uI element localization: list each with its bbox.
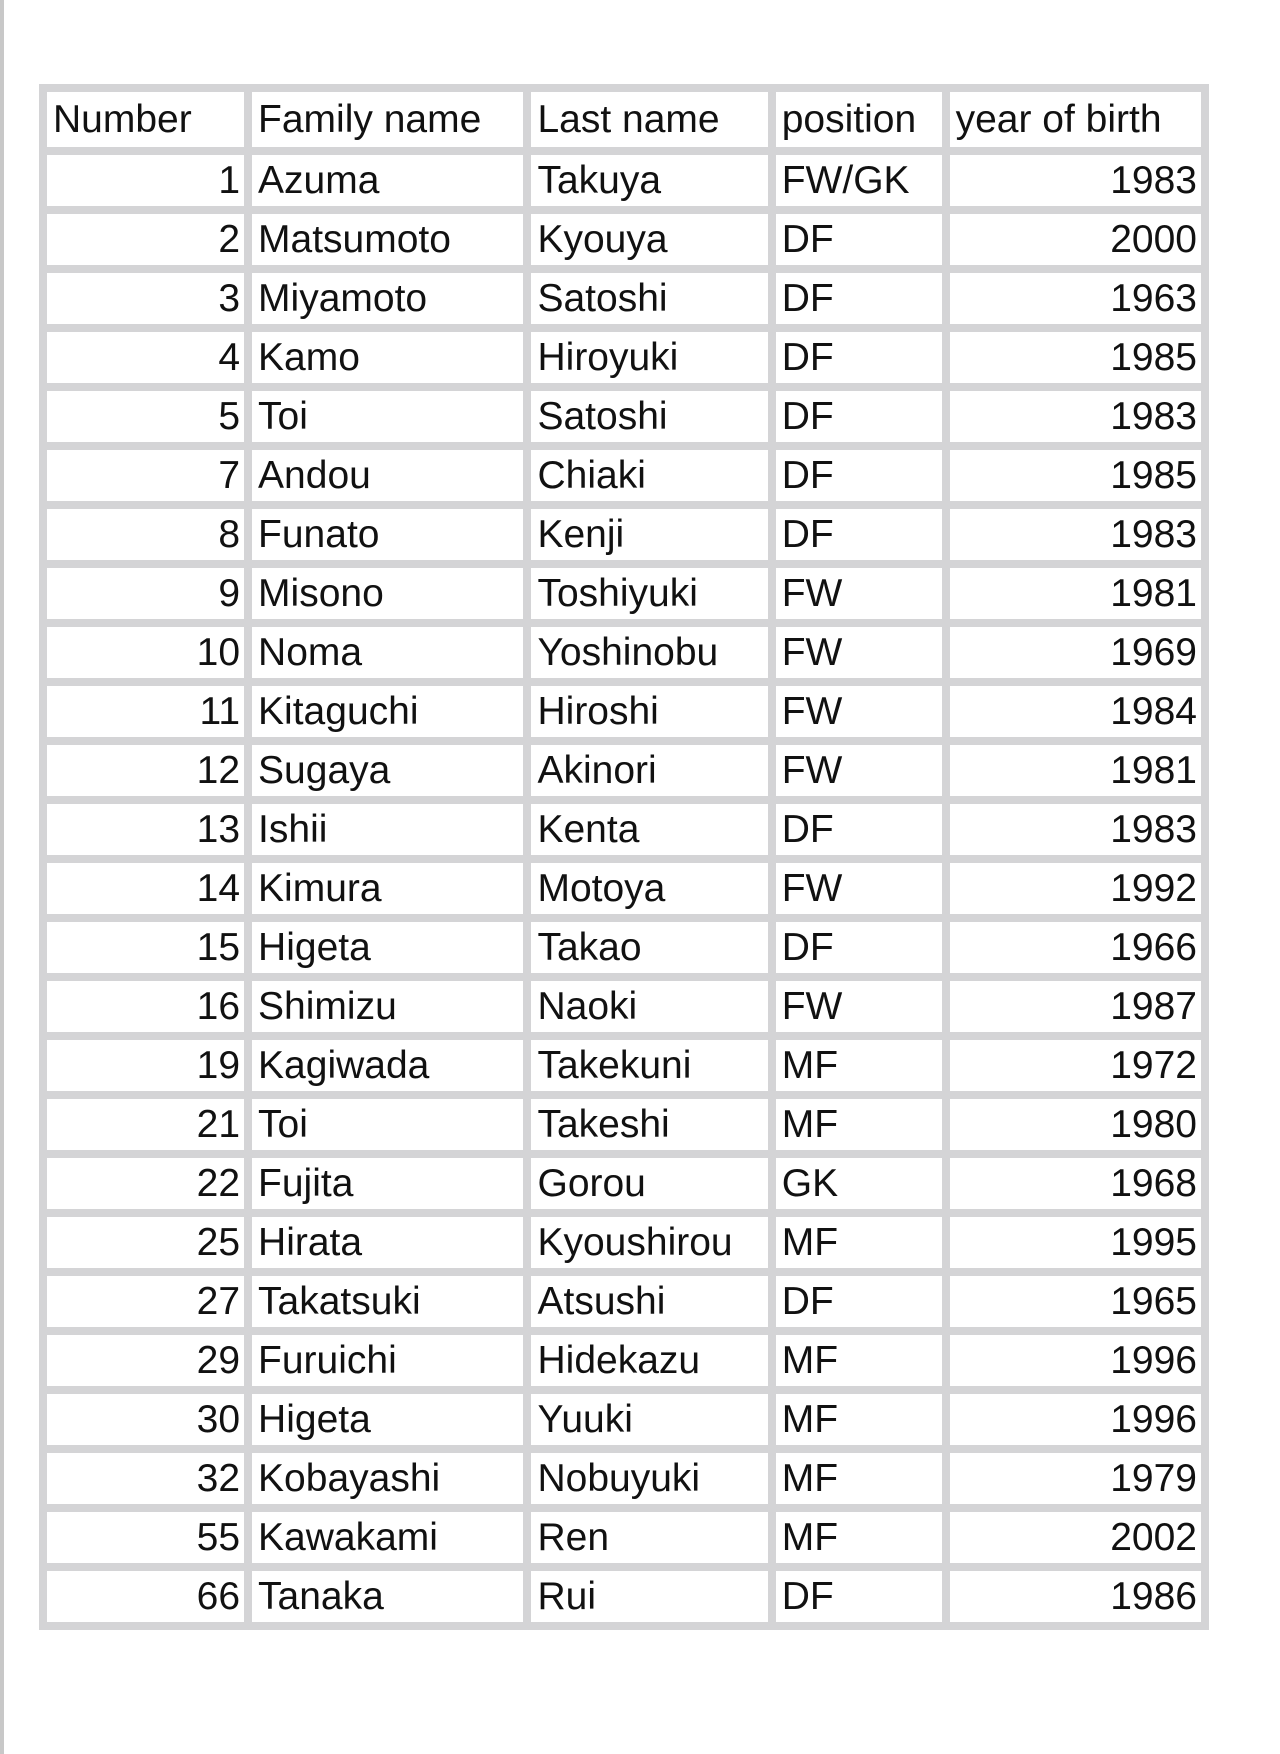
cell-last-name: Ren (531, 1512, 767, 1563)
cell-number: 13 (47, 804, 244, 855)
cell-family-name: Kimura (252, 863, 523, 914)
cell-number: 19 (47, 1040, 244, 1091)
table-row (47, 1040, 1201, 1091)
cell-position: MF (776, 1512, 942, 1563)
cell-position: MF (776, 1217, 942, 1268)
cell-number: 55 (47, 1512, 244, 1563)
cell-position: DF (776, 214, 942, 265)
cell-position: MF (776, 1453, 942, 1504)
table-row (47, 1335, 1201, 1386)
cell-family-name: Fujita (252, 1158, 523, 1209)
cell-family-name: Kagiwada (252, 1040, 523, 1091)
cell-family-name: Kitaguchi (252, 686, 523, 737)
cell-last-name: Takeshi (531, 1099, 767, 1150)
cell-last-name: Takuya (531, 155, 767, 206)
cell-number: 21 (47, 1099, 244, 1150)
cell-number: 3 (47, 273, 244, 324)
table-row (47, 863, 1201, 914)
cell-family-name: Kobayashi (252, 1453, 523, 1504)
cell-year-of-birth: 1983 (950, 804, 1201, 855)
table-row (47, 686, 1201, 737)
cell-year-of-birth: 1979 (950, 1453, 1201, 1504)
cell-year-of-birth: 1987 (950, 981, 1201, 1032)
cell-position: FW (776, 745, 942, 796)
cell-position: FW (776, 981, 942, 1032)
cell-family-name: Misono (252, 568, 523, 619)
cell-number: 10 (47, 627, 244, 678)
header-row (47, 92, 1201, 147)
cell-number: 12 (47, 745, 244, 796)
cell-family-name: Azuma (252, 155, 523, 206)
cell-year-of-birth: 1985 (950, 332, 1201, 383)
cell-last-name: Kyouya (531, 214, 767, 265)
cell-last-name: Hiroshi (531, 686, 767, 737)
cell-number: 15 (47, 922, 244, 973)
cell-family-name: Toi (252, 1099, 523, 1150)
cell-position: MF (776, 1335, 942, 1386)
cell-position: FW (776, 863, 942, 914)
cell-last-name: Yoshinobu (531, 627, 767, 678)
cell-family-name: Noma (252, 627, 523, 678)
cell-year-of-birth: 1986 (950, 1571, 1201, 1622)
cell-family-name: Furuichi (252, 1335, 523, 1386)
cell-position: DF (776, 391, 942, 442)
cell-position: FW (776, 627, 942, 678)
cell-last-name: Nobuyuki (531, 1453, 767, 1504)
cell-last-name: Motoya (531, 863, 767, 914)
header-year-of-birth: year of birth (950, 92, 1201, 147)
table-row (47, 214, 1201, 265)
cell-position: DF (776, 1276, 942, 1327)
cell-year-of-birth: 1992 (950, 863, 1201, 914)
cell-family-name: Ishii (252, 804, 523, 855)
cell-family-name: Higeta (252, 922, 523, 973)
header-number: Number (47, 92, 244, 147)
table-row (47, 1453, 1201, 1504)
cell-year-of-birth: 1980 (950, 1099, 1201, 1150)
cell-last-name: Takekuni (531, 1040, 767, 1091)
cell-number: 25 (47, 1217, 244, 1268)
table-row (47, 450, 1201, 501)
cell-family-name: Matsumoto (252, 214, 523, 265)
table-row (47, 509, 1201, 560)
cell-number: 29 (47, 1335, 244, 1386)
cell-last-name: Naoki (531, 981, 767, 1032)
cell-family-name: Miyamoto (252, 273, 523, 324)
player-roster-table (39, 84, 1209, 1630)
cell-family-name: Toi (252, 391, 523, 442)
table-row (47, 332, 1201, 383)
cell-last-name: Yuuki (531, 1394, 767, 1445)
cell-last-name: Takao (531, 922, 767, 973)
cell-family-name: Takatsuki (252, 1276, 523, 1327)
cell-number: 1 (47, 155, 244, 206)
table-row (47, 568, 1201, 619)
cell-family-name: Funato (252, 509, 523, 560)
cell-position: DF (776, 804, 942, 855)
table-row (47, 981, 1201, 1032)
cell-last-name: Gorou (531, 1158, 767, 1209)
cell-number: 5 (47, 391, 244, 442)
cell-year-of-birth: 1996 (950, 1394, 1201, 1445)
cell-year-of-birth: 1983 (950, 391, 1201, 442)
cell-family-name: Andou (252, 450, 523, 501)
cell-last-name: Hiroyuki (531, 332, 767, 383)
cell-position: GK (776, 1158, 942, 1209)
cell-year-of-birth: 1995 (950, 1217, 1201, 1268)
cell-number: 14 (47, 863, 244, 914)
cell-number: 4 (47, 332, 244, 383)
cell-year-of-birth: 1983 (950, 155, 1201, 206)
cell-position: DF (776, 1571, 942, 1622)
cell-year-of-birth: 1981 (950, 745, 1201, 796)
cell-number: 32 (47, 1453, 244, 1504)
page-edge-divider (0, 0, 4, 1754)
cell-position: MF (776, 1099, 942, 1150)
cell-last-name: Kenta (531, 804, 767, 855)
roster-body (47, 155, 1201, 1622)
cell-number: 11 (47, 686, 244, 737)
cell-last-name: Atsushi (531, 1276, 767, 1327)
cell-last-name: Satoshi (531, 391, 767, 442)
cell-number: 9 (47, 568, 244, 619)
header-position: position (776, 92, 942, 147)
cell-position: DF (776, 450, 942, 501)
cell-last-name: Rui (531, 1571, 767, 1622)
cell-family-name: Kamo (252, 332, 523, 383)
cell-year-of-birth: 1985 (950, 450, 1201, 501)
table-row (47, 273, 1201, 324)
table-row (47, 922, 1201, 973)
cell-last-name: Toshiyuki (531, 568, 767, 619)
table-row (47, 1394, 1201, 1445)
cell-position: FW/GK (776, 155, 942, 206)
cell-family-name: Shimizu (252, 981, 523, 1032)
cell-last-name: Chiaki (531, 450, 767, 501)
cell-number: 7 (47, 450, 244, 501)
cell-year-of-birth: 1972 (950, 1040, 1201, 1091)
table-row (47, 1158, 1201, 1209)
cell-position: MF (776, 1040, 942, 1091)
cell-number: 30 (47, 1394, 244, 1445)
cell-year-of-birth: 2002 (950, 1512, 1201, 1563)
cell-year-of-birth: 2000 (950, 214, 1201, 265)
table-row (47, 804, 1201, 855)
table-row (47, 155, 1201, 206)
cell-last-name: Satoshi (531, 273, 767, 324)
table-row (47, 1276, 1201, 1327)
cell-year-of-birth: 1983 (950, 509, 1201, 560)
cell-year-of-birth: 1965 (950, 1276, 1201, 1327)
cell-year-of-birth: 1981 (950, 568, 1201, 619)
cell-position: DF (776, 332, 942, 383)
cell-year-of-birth: 1969 (950, 627, 1201, 678)
cell-last-name: Akinori (531, 745, 767, 796)
cell-number: 16 (47, 981, 244, 1032)
cell-number: 2 (47, 214, 244, 265)
header-last-name: Last name (531, 92, 767, 147)
cell-number: 8 (47, 509, 244, 560)
cell-number: 27 (47, 1276, 244, 1327)
table-row (47, 745, 1201, 796)
cell-position: DF (776, 273, 942, 324)
table-row (47, 1512, 1201, 1563)
header-family-name: Family name (252, 92, 523, 147)
cell-year-of-birth: 1966 (950, 922, 1201, 973)
cell-last-name: Kyoushirou (531, 1217, 767, 1268)
cell-family-name: Sugaya (252, 745, 523, 796)
cell-year-of-birth: 1963 (950, 273, 1201, 324)
cell-year-of-birth: 1968 (950, 1158, 1201, 1209)
cell-last-name: Kenji (531, 509, 767, 560)
table-row (47, 1099, 1201, 1150)
cell-number: 66 (47, 1571, 244, 1622)
table-row (47, 391, 1201, 442)
table-row (47, 1217, 1201, 1268)
cell-year-of-birth: 1996 (950, 1335, 1201, 1386)
cell-position: DF (776, 922, 942, 973)
cell-position: MF (776, 1394, 942, 1445)
cell-number: 22 (47, 1158, 244, 1209)
cell-family-name: Kawakami (252, 1512, 523, 1563)
cell-last-name: Hidekazu (531, 1335, 767, 1386)
cell-position: DF (776, 509, 942, 560)
cell-family-name: Higeta (252, 1394, 523, 1445)
table-row (47, 1571, 1201, 1622)
cell-position: FW (776, 568, 942, 619)
cell-position: FW (776, 686, 942, 737)
cell-year-of-birth: 1984 (950, 686, 1201, 737)
cell-family-name: Hirata (252, 1217, 523, 1268)
table-row (47, 627, 1201, 678)
cell-family-name: Tanaka (252, 1571, 523, 1622)
